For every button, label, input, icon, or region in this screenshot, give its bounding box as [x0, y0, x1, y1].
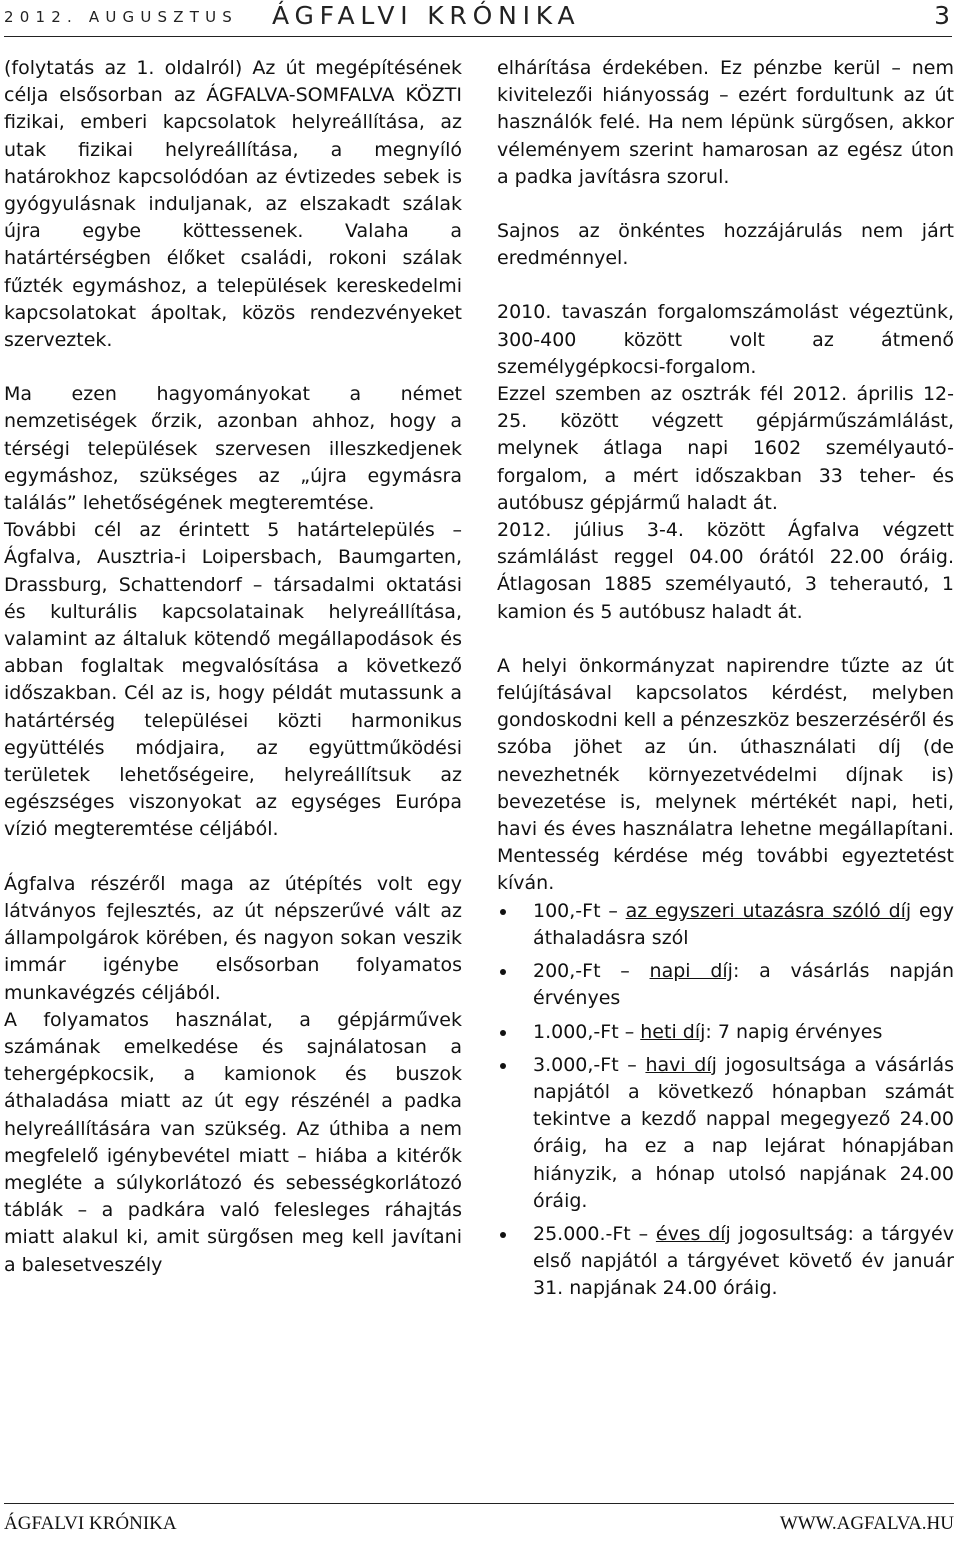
fee-list-item	[533, 958, 954, 1012]
right-column	[497, 55, 954, 1309]
article-paragraph: A helyi önkormányzat napirendre tűzte az út felújításával kapcsolatos kérdést, melyben gondoskodni kell a pénzeszköz beszerzéséről és szóba jöhet az ún. úthasználati díj (de nevezhetnék környezetvédelmi díjnak is) bevezetése is, melynek mértékét napi, heti, havi és éves használatra lehetne megállapítani. Mentesség kérdése még további egyeztetést kíván.	[497, 654, 954, 895]
fee-term: az egyszeri utazásra szóló díj	[625, 899, 912, 922]
page-footer	[4, 1503, 954, 1540]
left-column	[4, 55, 462, 1279]
article-paragraph: Sajnos az önkéntes hozzájárulás nem járt eredménnyel.	[497, 220, 954, 270]
page-number: 3	[934, 1, 950, 30]
fee-price: 3.000,-Ft –	[533, 1053, 637, 1076]
fee-description: jogosultság: a tárgyév első napjától a tárgyévet követő év január 31. napjának 24.00 óráig.	[533, 1222, 954, 1300]
article-paragraph: Ágfalva részéről maga az útépítés volt egy látványos fejlesztés, az út népszerűvé vált az állampolgárok körében, és nagyon sokan veszik immár igénybe elsősorban folyamatos munkavégzés céljából.	[4, 872, 462, 1004]
footer-website: WWW.AGFALVA.HU	[779, 1513, 954, 1534]
article-paragraph: (folytatás az 1. oldalról) Az út megépítésének célja elsősorban az ÁGFALVA-SOMFALVA KÖZTI fizikai, emberi kapcsolatok helyreállítása, az utak fizikai helyreállítása, a megnyíló határokhoz kapcsolódóan az évtizedes sebek is gyógyulásnak induljanak, az elszakadt szálak újra egybe köttessenek. Valaha a határtérségben élőket családi, rokoni szálak fűzték egymáshoz, a települések kereskedelmi kapcsolatokat ápoltak, közös rendezvényeket szerveztek.	[4, 57, 462, 352]
fee-price: 1.000,-Ft –	[533, 1020, 635, 1043]
fee-list-item	[533, 898, 954, 952]
article-paragraph: 2010. tavaszán forgalomszámolást végeztünk, 300-400 között volt az átmenő személygépkocsi-forgalom.	[497, 301, 954, 378]
article-paragraph: Ezzel szemben az osztrák fél 2012. április 12-25. között végzett gépjárműszámlálást, melynek átlaga napi 1602 személyautó-forgalom, a mért időszakban 33 teher- és autóbusz gépjármű haladt át.	[497, 383, 954, 514]
fee-price: 100,-Ft –	[533, 899, 618, 922]
fee-list	[497, 898, 954, 1303]
article-paragraph: Ma ezen hagyományokat a német nemzetiségek őrzik, azonban ahhoz, hogy a térségi települések szervesen illeszkedjenek egymáshoz, szükséges az „újra egymásra találás” lehetőségének megteremtése.	[4, 383, 462, 515]
page-header	[4, 0, 952, 37]
fee-description: jogosultsága a vásárlás napjától a következő hónapban számát tekintve a kezdő nappal megegyező 24.00 óráig, ha ez a nap lejárat hónapjában hiányzik, a hónap utolsó napjának 24.00 óráig.	[533, 1053, 954, 1212]
article-paragraph: További cél az érintett 5 határtelepülés – Ágfalva, Ausztria-i Loipersbach, Baumgarten, Drassburg, Schattendorf – társadalmi oktatási és kulturális kapcsolatainak helyreállítása, valamint az általuk kötendő megállapodások és abban foglaltak megvalósítása a következő időszakban. Cél az is, hogy példát mutassunk a határtérség települései közti harmonikus együttélés módjaira, az együttműködési területek lehetőségeire, helyreállítsuk az egészséges viszonyokat az egységes Európa vízió megteremtése céljából.	[4, 519, 462, 841]
issue-date: 2012. AUGUSZTUS	[4, 8, 239, 26]
fee-description: : 7 napig érvényes	[705, 1020, 883, 1043]
article-paragraph: elhárítása érdekében. Ez pénzbe kerül – nem kivitelezői hiányosság – ezért fordultunk az út használók felé. Ha nem lépünk sürgősen, akkor véleményem szerint hamarosan az egész úton a padka javításra szorul.	[497, 57, 954, 188]
fee-list-item	[533, 1052, 954, 1215]
fee-list-item	[533, 1019, 954, 1046]
fee-price: 25.000.-Ft –	[533, 1222, 649, 1245]
footer-publication-name: ÁGFALVI KRÓNIKA	[4, 1513, 177, 1534]
fee-term: havi díj	[645, 1053, 717, 1076]
fee-term: heti díj	[640, 1020, 706, 1043]
fee-description: egy áthaladásra szól	[533, 899, 954, 949]
fee-description: : a vásárlás napján érvényes	[533, 960, 954, 1010]
fee-term: napi díj	[649, 960, 733, 983]
article-paragraph: 2012. július 3-4. között Ágfalva végzett számlálást reggel 04.00 órától 22.00 óráig. Átlagosan 1885 személyautó, 3 teherautó, 1 kamion és 5 autóbusz haladt át.	[497, 519, 954, 623]
fee-list-item	[533, 1221, 954, 1303]
newspaper-title: ÁGFALVI KRÓNIKA	[272, 1, 581, 30]
article-paragraph: A folyamatos használat, a gépjárművek számának emelkedése és sajnálatosan a tehergépkocsik, a kamionok és buszok áthaladása miatt az út egy részénél a padka helyreállítására van szükség. Az úthiba a nem megfelelő igénybevétel miatt – hiába a kitérők megléte a súlykorlátozó és sebességkorlátozó táblák – a padkára való felesleges ráhajtás miatt alakul ki, amit sürgősen meg kell javítani a balesetveszély	[4, 1008, 462, 1276]
fee-price: 200,-Ft –	[533, 960, 630, 983]
fee-term: éves díj	[655, 1222, 731, 1245]
